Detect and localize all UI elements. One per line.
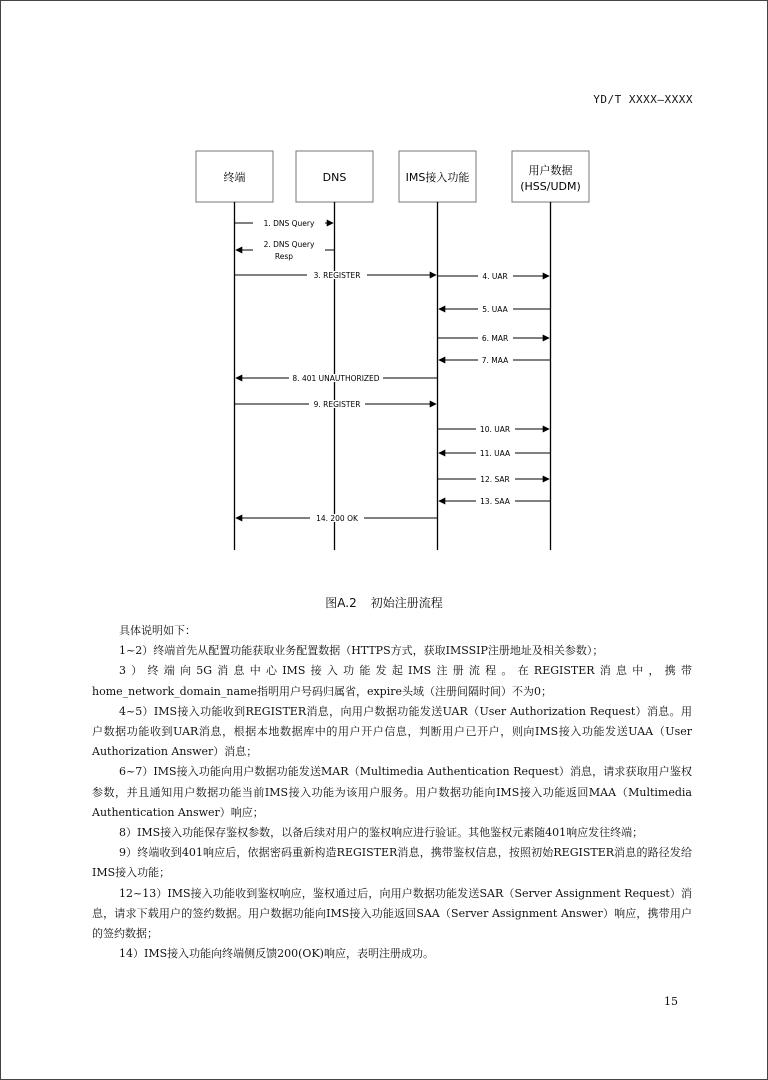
entity-label-ims: IMS接入功能 — [405, 171, 470, 184]
entity-label-dns: DNS — [322, 171, 347, 184]
entity-label-udm-sub: (HSS/UDM) — [520, 180, 581, 193]
svg-text:9. REGISTER: 9. REGISTER — [313, 400, 361, 409]
svg-text:12. SAR: 12. SAR — [480, 475, 510, 484]
svg-text:11. UAA: 11. UAA — [479, 449, 511, 458]
message-1 — [235, 219, 333, 228]
figure-caption — [0, 594, 768, 611]
message-11 — [439, 449, 550, 458]
message-12 — [438, 475, 549, 484]
svg-text:4. UAR: 4. UAR — [482, 272, 508, 281]
svg-text:10. UAR: 10. UAR — [479, 425, 511, 434]
page-number: 15 — [664, 995, 678, 1008]
message-13 — [439, 497, 550, 506]
message-6 — [438, 334, 549, 343]
svg-text:7. MAA: 7. MAA — [481, 356, 509, 365]
message-2 — [236, 240, 334, 261]
entity-label-terminal: 终端 — [223, 171, 246, 184]
step-paragraph: 12~13）IMS接入功能收到鉴权响应，鉴权通过后，向用户数据功能发送SAR（Server Assignment Request）消息，请求下载用户的签约数据。用户数据功能向IMS接入功能返回SAA（Server Assignment Answer）响应，携带用户的签约数据； — [92, 886, 692, 941]
message-10 — [438, 425, 549, 434]
entity-label-udm: 用户数据 — [528, 164, 573, 177]
svg-text:8. 401 UNAUTHORIZED: 8. 401 UNAUTHORIZED — [292, 374, 380, 383]
step-paragraph: 8）IMS接入功能保存鉴权参数，以备后续对用户的鉴权响应进行验证。其他鉴权元素随401响应发往终端； — [119, 826, 644, 840]
step-paragraph: 6~7）IMS接入功能向用户数据功能发送MAR（Multimedia Authentication Request）消息，请求获取用户鉴权参数，并且通知用户数据功能当前IMS接入功能为该用户服务。用户数据功能向IMS接入功能返回MAA（Multimedia Authentication Answer）响应； — [92, 765, 692, 819]
step-paragraph: 9）终端收到401响应后，依据密码重新构造REGISTER消息，携带鉴权信息，按照初始REGISTER消息的路径发给IMS接入功能； — [92, 846, 692, 880]
step-paragraph: 1~2）终端首先从配置功能获取业务配置数据（HTTPS方式，获取IMSSIP注册地址及相关参数）； — [119, 644, 604, 658]
message-9 — [235, 400, 436, 409]
svg-text:1. DNS Query: 1. DNS Query — [263, 219, 315, 228]
message-8 — [236, 374, 437, 383]
figure-number: 图A.2 — [325, 596, 357, 610]
message-14 — [236, 514, 437, 523]
step-paragraph: 4~5）IMS接入功能收到REGISTER消息，向用户数据功能发送UAR（User Authorization Request）消息。用户数据功能收到UAR消息，根据本地数据库中的用户开户信息，判断用户已开户，则向IMS接入功能发送UAA（User Authorization Answer）消息； — [92, 704, 692, 759]
message-4 — [438, 272, 549, 281]
svg-text:2. DNS Query: 2. DNS Query — [263, 240, 315, 249]
message-3 — [235, 271, 436, 280]
message-5 — [439, 305, 550, 314]
step-paragraph: 14）IMS接入功能向终端侧反馈200(OK)响应，表明注册成功。 — [119, 947, 434, 961]
svg-text:Resp: Resp — [274, 252, 294, 261]
message-7 — [439, 356, 550, 365]
svg-text:3. REGISTER: 3. REGISTER — [313, 271, 361, 280]
figure-title: 初始注册流程 — [370, 596, 443, 610]
svg-text:14. 200 OK: 14. 200 OK — [316, 514, 358, 523]
svg-text:6. MAR: 6. MAR — [481, 334, 509, 343]
svg-text:5. UAA: 5. UAA — [482, 305, 508, 314]
intro-paragraph: 具体说明如下： — [119, 624, 196, 637]
step-paragraph: 3）终端向5G消息中心IMS接入功能发起IMS注册流程。在REGISTER消息中，携带home_network_domain_name指明用户号码归属省，expire头域（注册间隔时间）不为0； — [92, 664, 692, 698]
body-text — [92, 621, 692, 964]
document-code: YD/T XXXX—XXXX — [593, 93, 693, 106]
svg-text:13. SAA: 13. SAA — [480, 497, 510, 506]
